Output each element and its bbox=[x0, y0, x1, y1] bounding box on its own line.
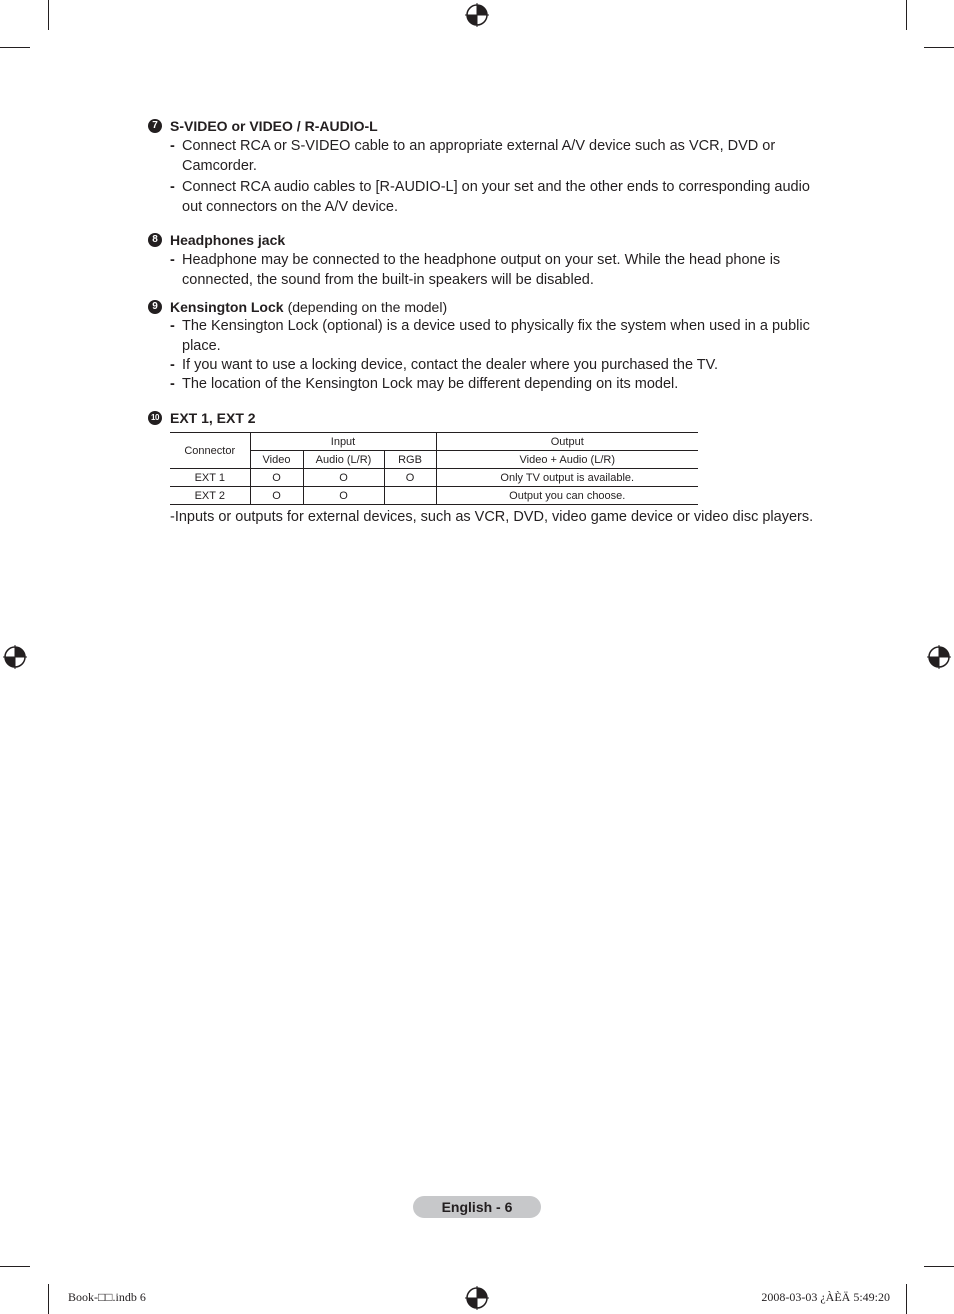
column-header-output-type: Video + Audio (L/R) bbox=[436, 451, 698, 469]
table-cell: O bbox=[303, 487, 384, 505]
table-cell bbox=[384, 487, 436, 505]
column-header-rgb: RGB bbox=[384, 451, 436, 469]
section-number-badge: 10 bbox=[148, 411, 162, 425]
section-title: Kensington Lock bbox=[170, 299, 284, 315]
list-item-text: Connect RCA audio cables to [R-AUDIO-L] on your set and the other ends to corresponding audio out connectors on the A/V device. bbox=[182, 179, 810, 215]
section-note: (depending on the model) bbox=[287, 299, 448, 315]
bullet-dash: - bbox=[170, 179, 175, 195]
column-header-audio: Audio (L/R) bbox=[303, 451, 384, 469]
crop-mark bbox=[906, 0, 907, 30]
section-title: S-VIDEO or VIDEO / R-AUDIO-L bbox=[170, 118, 378, 134]
registration-mark-icon bbox=[3, 645, 27, 669]
list-item-text: Connect RCA or S-VIDEO cable to an appropriate external A/V device such as VCR, DVD or Camcorder. bbox=[182, 138, 776, 174]
footnote: -Inputs or outputs for external devices, such as VCR, DVD, video game device or video disc players. bbox=[170, 509, 814, 525]
table-cell: Output you can choose. bbox=[436, 487, 698, 505]
table-cell: EXT 2 bbox=[170, 487, 250, 505]
column-header-input: Input bbox=[250, 433, 436, 451]
print-slug-file: Book-□□.indb 6 bbox=[68, 1290, 146, 1304]
registration-mark-icon bbox=[465, 1286, 489, 1310]
crop-mark bbox=[48, 1284, 49, 1314]
crop-mark bbox=[906, 1284, 907, 1314]
registration-mark-icon bbox=[927, 645, 951, 669]
crop-mark bbox=[48, 0, 49, 30]
table-row bbox=[170, 469, 698, 487]
table-cell: Only TV output is available. bbox=[436, 469, 698, 487]
table-cell: O bbox=[250, 487, 303, 505]
section-title: EXT 1, EXT 2 bbox=[170, 410, 256, 426]
section-title: Headphones jack bbox=[170, 232, 286, 248]
section-number-badge: 9 bbox=[148, 300, 162, 314]
list-item bbox=[170, 178, 830, 217]
table-cell: O bbox=[384, 469, 436, 487]
list-item bbox=[170, 375, 830, 395]
list-item bbox=[170, 137, 830, 176]
table-cell: O bbox=[303, 469, 384, 487]
crop-mark bbox=[924, 1266, 954, 1267]
section-heading bbox=[148, 298, 447, 316]
list-item-text: The location of the Kensington Lock may be different depending on its model. bbox=[182, 376, 679, 392]
crop-mark bbox=[0, 47, 30, 48]
section-heading bbox=[148, 231, 285, 249]
bullet-dash: - bbox=[170, 138, 175, 154]
crop-mark bbox=[924, 47, 954, 48]
section-heading bbox=[148, 409, 256, 427]
bullet-dash: - bbox=[170, 376, 175, 392]
list-item-text: The Kensington Lock (optional) is a device used to physically fix the system when used in a public place. bbox=[182, 318, 810, 354]
column-header-output: Output bbox=[436, 433, 698, 451]
bullet-dash: - bbox=[170, 357, 175, 373]
list-item bbox=[170, 317, 830, 356]
page-number-label: English - 6 bbox=[413, 1196, 541, 1218]
column-header-connector: Connector bbox=[170, 433, 250, 469]
bullet-dash: - bbox=[170, 318, 175, 334]
table-cell: O bbox=[250, 469, 303, 487]
table-header-row bbox=[170, 433, 698, 451]
section-number-badge: 8 bbox=[148, 233, 162, 247]
table-subheader-row bbox=[170, 451, 698, 469]
column-header-video: Video bbox=[250, 451, 303, 469]
registration-mark-icon bbox=[465, 3, 489, 27]
list-item-text: If you want to use a locking device, contact the dealer where you purchased the TV. bbox=[182, 357, 719, 373]
table-row bbox=[170, 487, 698, 505]
print-slug-date: 2008-03-03 ¿ÀÈÄ 5:49:20 bbox=[761, 1290, 890, 1304]
section-heading bbox=[148, 117, 378, 135]
list-item-text: Headphone may be connected to the headphone output on your set. While the head phone is connected, the sound from the built-in speakers will be disabled. bbox=[182, 252, 781, 288]
list-item bbox=[170, 251, 830, 290]
table-cell: EXT 1 bbox=[170, 469, 250, 487]
connector-table bbox=[170, 432, 698, 505]
section-number-badge: 7 bbox=[148, 119, 162, 133]
crop-mark bbox=[0, 1266, 30, 1267]
list-item bbox=[170, 356, 830, 376]
bullet-dash: - bbox=[170, 252, 175, 268]
